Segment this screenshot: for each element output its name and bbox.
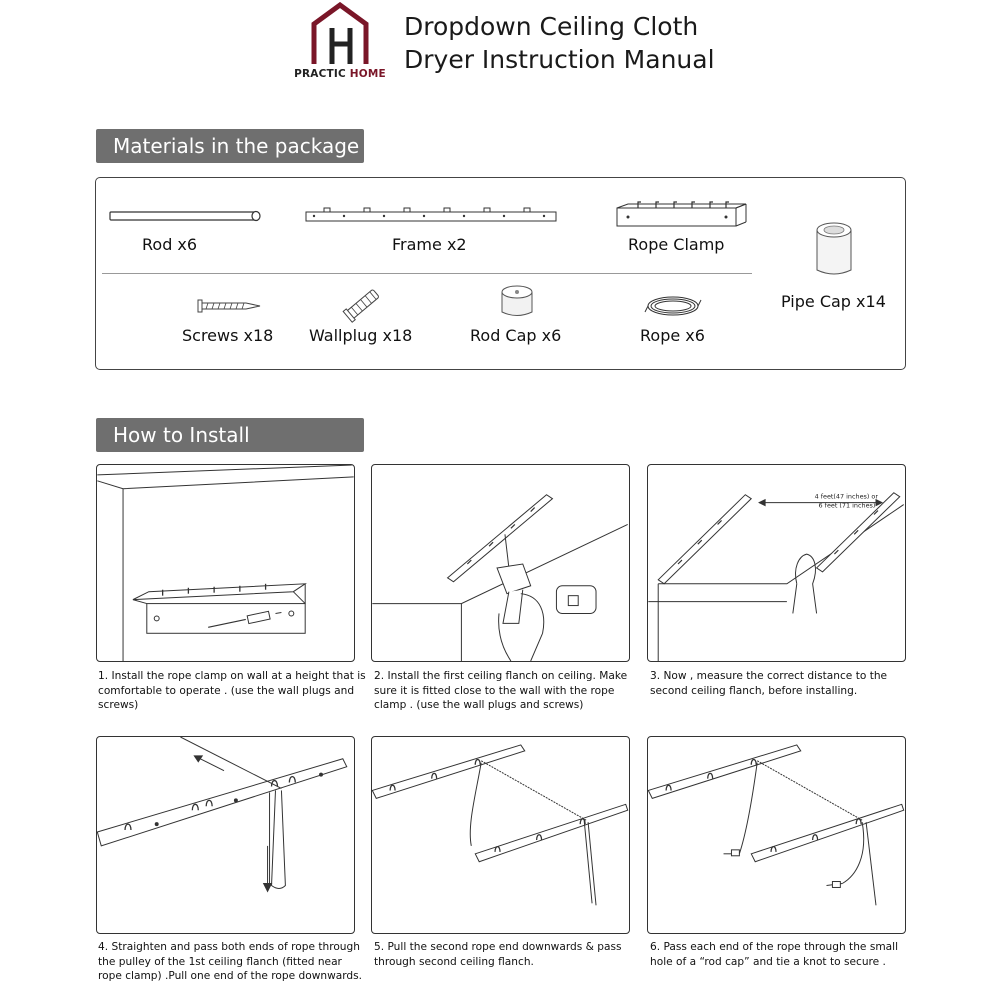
pipe-cap-icon [814,220,854,280]
material-label-rope-clamp: Rope Clamp [628,235,725,254]
step-4-illustration [96,736,355,934]
material-label-frame: Frame x2 [392,235,467,254]
rod-icon [108,209,264,223]
step-2-illustration [371,464,630,662]
material-label-screws: Screws x18 [182,326,274,345]
step-3-illustration [647,464,906,662]
material-label-rope: Rope x6 [640,326,705,345]
rope-icon [644,292,702,320]
brand-name-part1: PRACTIC [294,68,346,80]
house-logo-icon [310,2,370,66]
step-3-caption: 3. Now , measure the correct distance to the second ceiling flanch, before installing. [650,670,888,697]
wallplug-icon [342,283,384,325]
step-6-illustration [647,736,906,934]
material-label-wallplug: Wallplug x18 [309,326,413,345]
material-label-rod-cap: Rod Cap x6 [470,326,562,345]
step-6-caption: 6. Pass each end of the rope through the small hole of a “rod cap” and tie a knot to secure . [650,941,899,968]
material-label-pipe-cap: Pipe Cap x14 [781,292,886,311]
step-3-annotation-line2: 6 feet (71 inches) [818,501,876,510]
step-4-drawing [97,737,354,933]
screw-icon [196,298,264,314]
page-title-line2: Dryer Instruction Manual [404,45,715,74]
step-6-drawing [648,737,905,933]
page-title [404,10,715,76]
step-2-drawing [372,465,629,661]
page-title-line1: Dropdown Ceiling Cloth [404,12,699,41]
step-4-caption: 4. Straighten and pass both ends of rope through the pulley of the 1st ceiling flanch (fitted near rope clamp) .Pull one end of the rope downwards. [98,941,363,982]
step-5-illustration [371,736,630,934]
step-1-drawing [97,465,354,661]
material-label-rod: Rod x6 [142,235,198,254]
brand-logo [290,2,390,82]
step-1-illustration [96,464,355,662]
step-1-caption: 1. Install the rope clamp on wall at a height that is comfortable to operate . (use the wall plugs and screws) [98,670,366,711]
step-5-caption: 5. Pull the second rope end downwards & pass through second ceiling flanch. [374,941,622,968]
brand-name [290,68,390,80]
step-3-drawing [648,465,905,661]
step-5-drawing [372,737,629,933]
frame-icon [304,206,558,226]
rod-cap-icon [499,284,535,320]
brand-name-part2: HOME [349,68,386,80]
materials-heading: Materials in the package [96,129,364,163]
materials-divider [102,273,752,274]
install-heading: How to Install [96,418,364,452]
step-2-caption: 2. Install the first ceiling flanch on ceiling. Make sure it is fitted close to the wall with the rope clamp . (use the wall plugs and screws) [374,670,628,711]
step-3-annotation-line1: 4 feet(47 inches) or [814,492,879,501]
rope-clamp-icon [614,200,750,230]
